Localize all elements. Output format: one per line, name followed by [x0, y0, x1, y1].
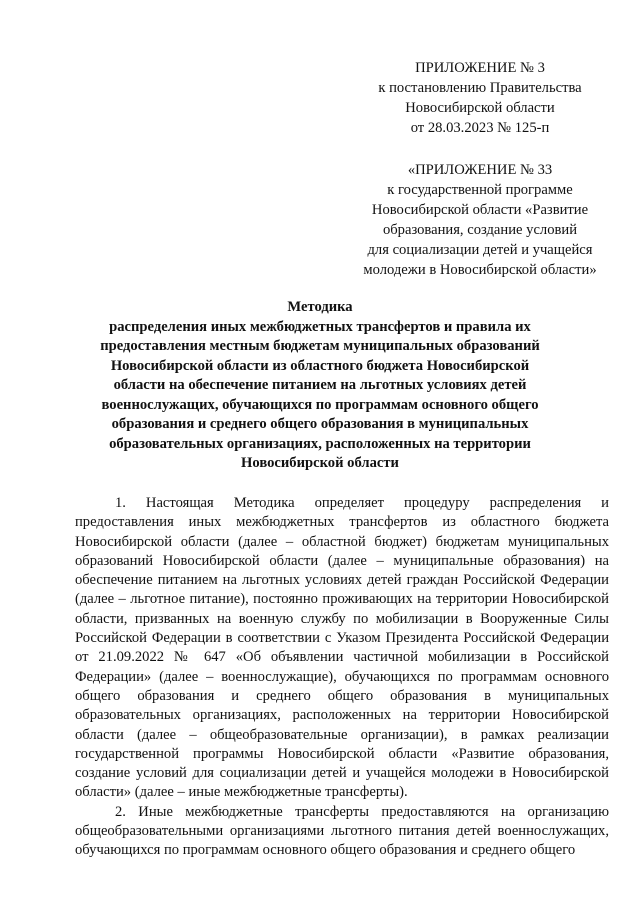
appendix-33-line: Новосибирской области «Развитие [371, 202, 589, 218]
title-line: области на обеспечение питанием на льготных условиях детей [113, 377, 527, 393]
appendix-33-header [340, 160, 620, 280]
appendix-33-line: для социализации детей и учащейся [367, 242, 593, 258]
appendix-3-line: к постановлению Правительства [378, 80, 582, 96]
appendix-3-line: ПРИЛОЖЕНИЕ № 3 [415, 60, 545, 76]
appendix-3-header [360, 58, 600, 138]
title-line: Методика [287, 299, 353, 315]
appendix-33-line: «ПРИЛОЖЕНИЕ № 33 [407, 162, 553, 178]
title-line: Новосибирской области [241, 455, 399, 471]
document-body [75, 494, 609, 861]
body-paragraph: 1. Настоящая Методика определяет процедуру распределения и предоставления иных межбюджетных трансфертов из областного бюджета Новосибирской области (далее – областной бюджет) бюджетам муниципальных образований Новосибирской области (далее – муниципальные образования) на обеспечение питанием на льготных условиях детей граждан Российской Федерации (далее – льготное питание), постоянно проживающих на территории Новосибирской области, призванных на военную службу по мобилизации в Вооруженные Силы Российской Федерации в соответствии с Указом Президента Российской Федерации от 21.09.2022 № 647 «Об объявлении частичной мобилизации в Российской Федерации» (далее – военнослужащие), обучающихся по программам основного общего образования и среднего общего образования в муниципальных образовательных организациях, расположенных на территории Новосибирской области (далее – общеобразовательные организации), в рамках реализации государственной программы Новосибирской области «Развитие образования, создание условий для социализации детей и учащейся молодежи в Новосибирской области» (далее – иные межбюджетные трансферты). [75, 495, 609, 801]
title-line: образования и среднего общего образования в муниципальных [111, 416, 529, 432]
appendix-3-line: от 28.03.2023 № 125-п [410, 120, 550, 136]
appendix-3-line: Новосибирской области [405, 100, 555, 116]
document-title [60, 298, 580, 474]
title-line: предоставления местным бюджетам муниципальных образований [100, 338, 540, 354]
appendix-33-line: образования, создание условий [382, 222, 578, 238]
title-line: военнослужащих, обучающихся по программам основного общего [101, 396, 539, 413]
title-line: образовательных организациях, расположенных на территории [109, 435, 531, 452]
appendix-33-line: молодежи в Новосибирской области» [363, 262, 597, 278]
title-line: распределения иных межбюджетных трансфертов и правила их [109, 318, 531, 335]
title-line: Новосибирской области из областного бюджета Новосибирской [110, 357, 530, 374]
appendix-33-line: к государственной программе [387, 182, 573, 198]
body-paragraph: 2. Иные межбюджетные трансферты предоставляются на организацию общеобразовательными организациями льготного питания детей военнослужащих, обучающихся по программам основного общего образования и среднего общего [75, 803, 609, 859]
